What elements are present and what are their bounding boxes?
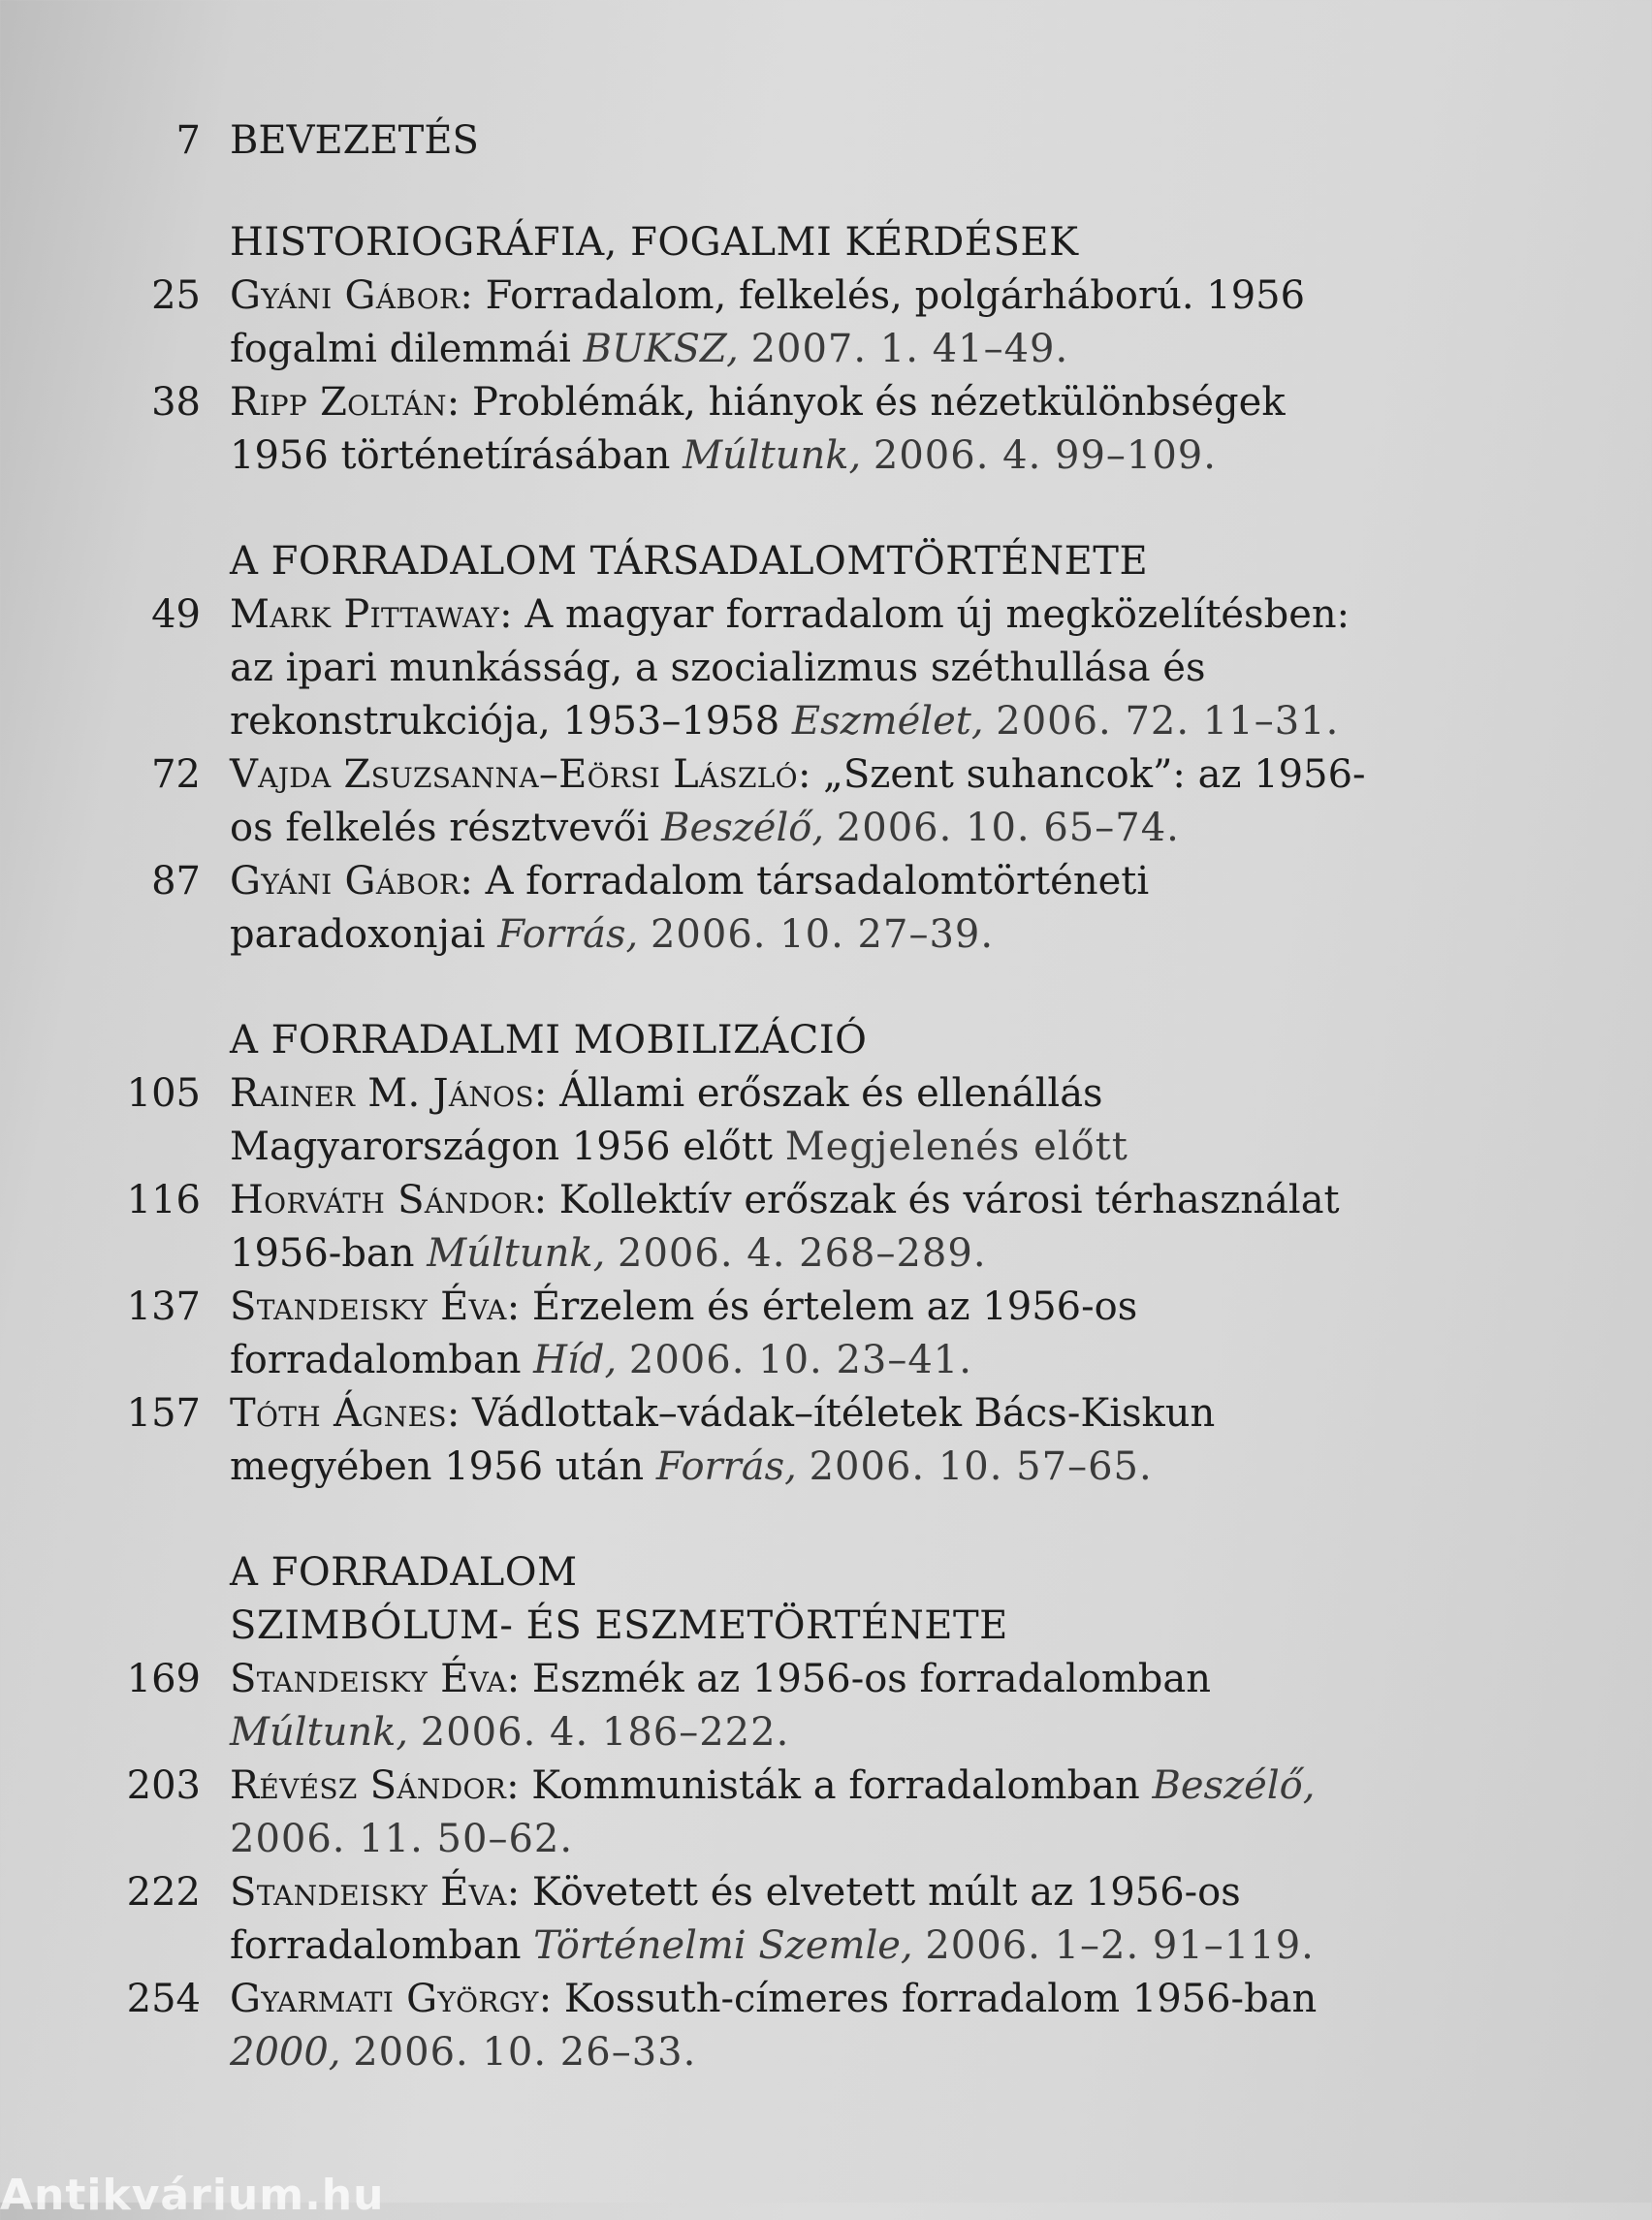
section-title: A FORRADALMI MOBILIZÁCIÓ [230, 1018, 868, 1062]
citation: 2006. 72. 11–31. [996, 699, 1340, 744]
page-number: 25 [151, 273, 201, 318]
citation: 2006. 10. 65–74. [836, 806, 1180, 850]
citation: 2006. 1–2. 91–119. [925, 1923, 1315, 1968]
journal: Forrás, [497, 912, 639, 957]
author: Horváth Sándor [230, 1178, 534, 1222]
entry-title: Eszmék az 1956-os forradalomban [531, 1657, 1211, 1701]
toc-entry: 49 Mark Pittaway: A magyar forradalom új megközelítésben: az ipari munkásság, a szocializmus széthullása és rekonstrukciója, 1953–1958 Eszmélet, 2006. 72. 11–31. [230, 588, 1374, 748]
journal: Múltunk, [683, 433, 862, 478]
section-title: HISTORIOGRÁFIA, FOGALMI KÉRDÉSEK [230, 220, 1079, 265]
citation: 2006. 10. 23–41. [628, 1338, 972, 1382]
section-symbol-history [0, 1546, 1652, 2079]
citation: 2006. 4. 186–222. [420, 1710, 790, 1755]
toc-entry: 137 Standeisky Éva: Érzelem és értelem az 1956-os forradalomban Híd, 2006. 10. 23–41. [230, 1281, 1374, 1387]
journal: Híd, [533, 1338, 618, 1382]
author: Vajda Zsuzsanna–Eörsi László [230, 752, 798, 797]
page-number: 49 [151, 592, 201, 637]
entry-title: „Szent suhancok”: az 1956-os felkelés résztvevői [230, 752, 1366, 850]
page-number: 72 [151, 752, 201, 797]
toc-entry: 25 Gyáni Gábor: Forradalom, felkelés, polgárháború. 1956 fogalmi dilemmái BUKSZ, 2007. 1. 41–49. [230, 270, 1374, 376]
page-number: 203 [126, 1763, 201, 1808]
entry-title: Kollektív erőszak és városi térhasználat 1956-ban [230, 1178, 1340, 1276]
intro-section [0, 114, 1652, 168]
author: Révész Sándor [230, 1763, 507, 1808]
author: Tóth Ágnes [230, 1391, 447, 1436]
journal: BUKSZ, [583, 327, 739, 371]
journal: Eszmélet, [791, 699, 984, 744]
citation: 2006. 11. 50–62. [230, 1817, 574, 1861]
citation: 2006. 10. 27–39. [650, 912, 995, 957]
page-number: 169 [126, 1657, 201, 1701]
author: Standeisky Éva [230, 1284, 507, 1329]
toc-entry: 169 Standeisky Éva: Eszmék az 1956-os forradalomban Múltunk, 2006. 4. 186–222. [230, 1653, 1374, 1760]
journal: Múltunk, [230, 1710, 409, 1755]
citation: 2006. 4. 99–109. [873, 433, 1217, 478]
entry-title: Forradalom, felkelés, polgárháború. 1956 fogalmi dilemmái [230, 273, 1306, 371]
page-number: 87 [151, 859, 201, 904]
journal: Múltunk, [427, 1231, 606, 1276]
journal: 2000, [230, 2030, 341, 2075]
citation: Megjelenés előtt [784, 1125, 1128, 1169]
author: Rainer M. János [230, 1071, 534, 1116]
author: Gyáni Gábor [230, 859, 461, 904]
journal: Beszélő, [661, 806, 825, 850]
toc-entry: 222 Standeisky Éva: Követett és elvetett múlt az 1956-os forradalomban Történelmi Szemle, 2006. 1–2. 91–119. [230, 1866, 1374, 1973]
toc-entry: 203 Révész Sándor: Kommunisták a forradalomban Beszélő, 2006. 11. 50–62. [230, 1760, 1374, 1866]
author: Mark Pittaway [230, 592, 500, 637]
toc-entry: 105 Rainer M. János: Állami erőszak és ellenállás Magyarországon 1956 előtt Megjelenés előtt [230, 1067, 1374, 1174]
section-social-history [0, 535, 1652, 962]
page-number: 137 [126, 1284, 201, 1329]
intro-title: BEVEZETÉS [230, 118, 479, 163]
author: Gyáni Gábor [230, 273, 461, 318]
author: Gyarmati György [230, 1977, 539, 2021]
page-number: 157 [126, 1391, 201, 1436]
entry-title: A forradalom társadalomtörténeti paradoxonjai [230, 859, 1150, 957]
author: Standeisky Éva [230, 1657, 507, 1701]
toc-entry: 87 Gyáni Gábor: A forradalom társadalomtörténeti paradoxonjai Forrás, 2006. 10. 27–39. [230, 855, 1374, 962]
citation: 2007. 1. 41–49. [750, 327, 1069, 371]
page-number: 116 [126, 1178, 201, 1222]
section-historiography [0, 216, 1652, 483]
author: Ripp Zoltán [230, 380, 447, 425]
watermark: Antikvárium.hu [0, 2171, 385, 2220]
page-number: 7 [175, 118, 201, 163]
page-number: 254 [126, 1977, 201, 2021]
journal: Történelmi Szemle, [533, 1923, 913, 1968]
toc-entry-intro [175, 114, 1374, 168]
journal: Forrás, [655, 1444, 797, 1489]
entry-title: A magyar forradalom új megközelítésben: az ipari munkásság, a szocializmus széthullása és rekonstrukciója, 1953–1958 [230, 592, 1350, 744]
entry-title: Kossuth-címeres forradalom 1956-ban [563, 1977, 1318, 2021]
entry-title: Problémák, hiányok és nézetkülönbségek 1956 történetírásában [230, 380, 1286, 478]
toc-entry: 38 Ripp Zoltán: Problémák, hiányok és nézetkülönbségek 1956 történetírásában Múltunk, 2006. 4. 99–109. [230, 376, 1374, 483]
toc-entry: 254 Gyarmati György: Kossuth-címeres forradalom 1956-ban 2000, 2006. 10. 26–33. [230, 1973, 1374, 2079]
toc-entry: 116 Horváth Sándor: Kollektív erőszak és városi térhasználat 1956-ban Múltunk, 2006. 4. 268–289. [230, 1174, 1374, 1281]
section-title: A FORRADALOM [230, 1550, 578, 1595]
journal: Beszélő, [1152, 1763, 1316, 1808]
table-of-contents [0, 114, 1652, 2132]
entry-title: Kommunisták a forradalomban [531, 1763, 1140, 1808]
page-number: 105 [126, 1071, 201, 1116]
entry-title: Követett és elvetett múlt az 1956-os forradalomban [230, 1870, 1241, 1968]
section-title: A FORRADALOM TÁRSADALOMTÖRTÉNETE [230, 539, 1149, 584]
toc-entry: 157 Tóth Ágnes: Vádlottak–vádak–ítéletek Bács-Kiskun megyében 1956 után Forrás, 2006. 10. 57–65. [230, 1387, 1374, 1494]
section-title-line-2: SZIMBÓLUM- ÉS ESZMETÖRTÉNETE [230, 1603, 1008, 1648]
toc-entry: 72 Vajda Zsuzsanna–Eörsi László: „Szent suhancok”: az 1956-os felkelés résztvevői Beszélő, 2006. 10. 65–74. [230, 748, 1374, 855]
citation: 2006. 10. 26–33. [353, 2030, 697, 2075]
page-number: 222 [126, 1870, 201, 1915]
citation: 2006. 10. 57–65. [809, 1444, 1153, 1489]
entry-title: Állami erőszak és ellenállás Magyarországon 1956 előtt [230, 1071, 1103, 1169]
citation: 2006. 4. 268–289. [618, 1231, 987, 1276]
author: Standeisky Éva [230, 1870, 507, 1915]
section-mobilization [0, 1014, 1652, 1494]
entry-title: Érzelem és értelem az 1956-os forradalomban [230, 1284, 1138, 1382]
page-number: 38 [151, 380, 201, 425]
entry-title: Vádlottak–vádak–ítéletek Bács-Kiskun megyében 1956 után [230, 1391, 1216, 1489]
